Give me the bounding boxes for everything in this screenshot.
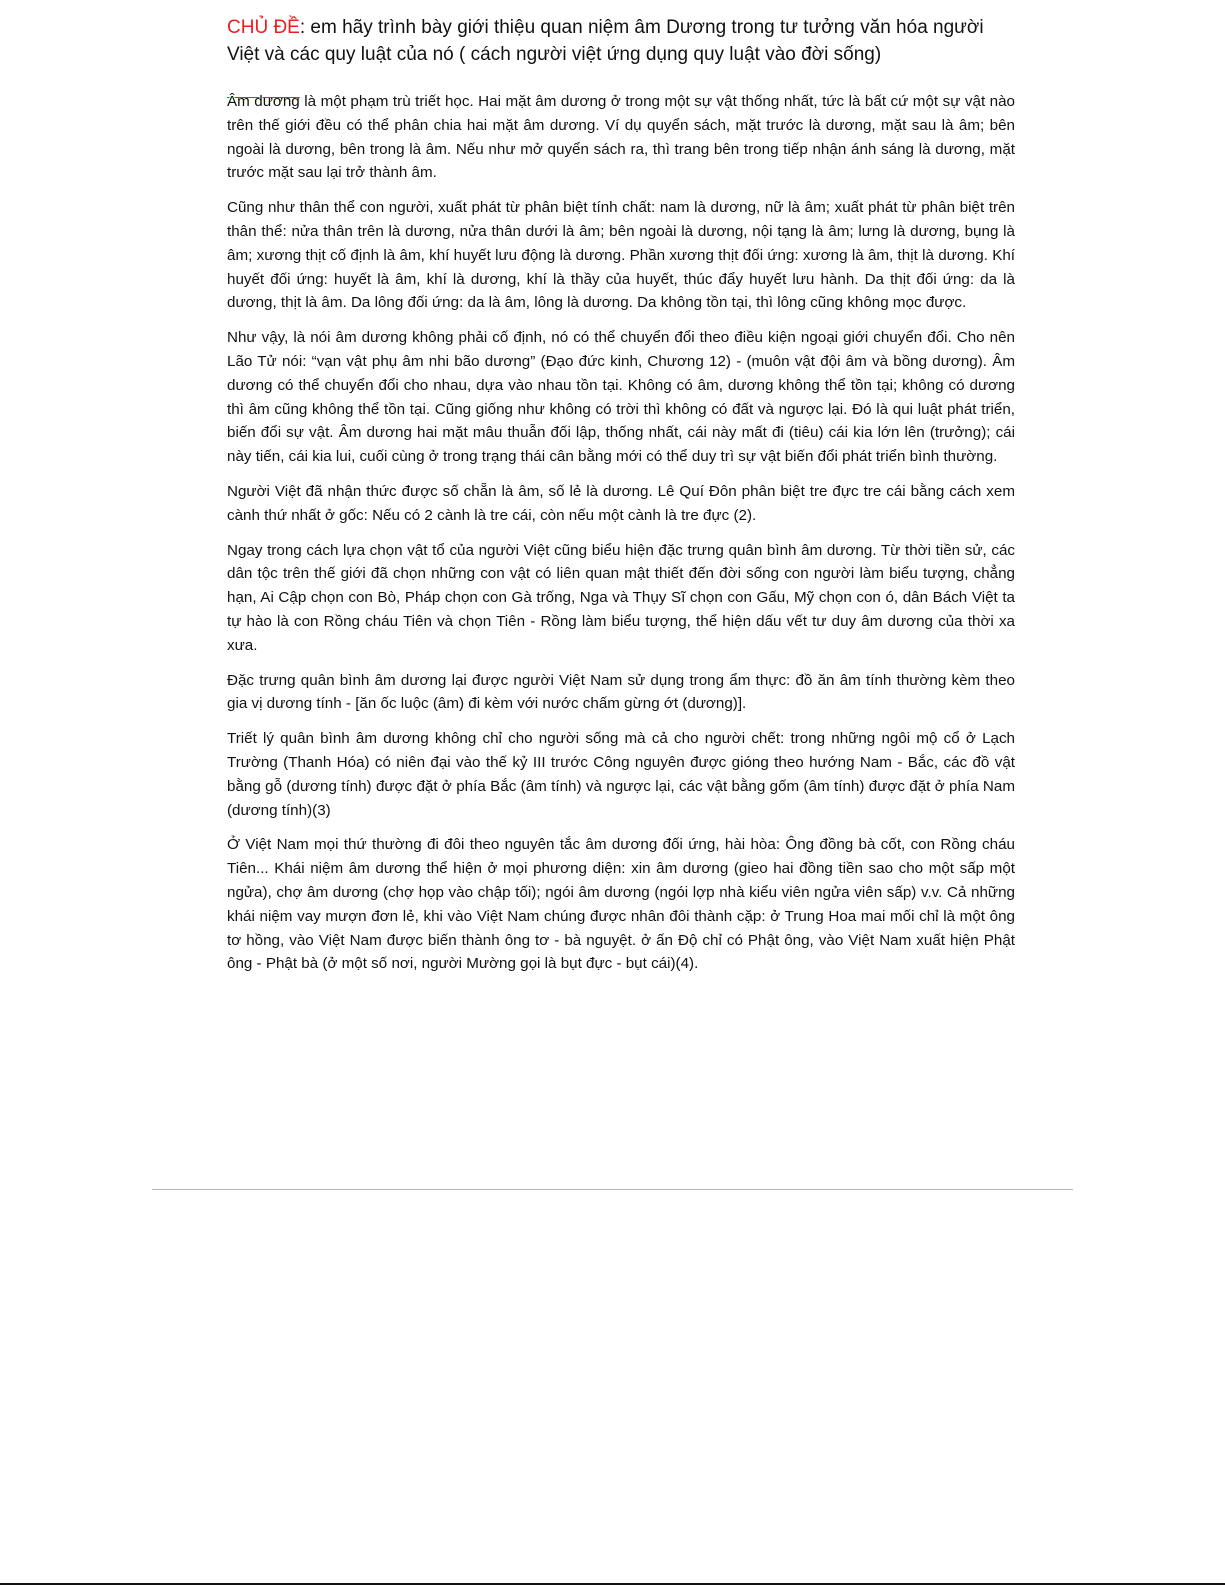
paragraph-8: Ở Việt Nam mọi thứ thường đi đôi theo nguyên tắc âm dương đối ứng, hài hòa: Ông đồng bà cốt, con Rồng cháu Tiên... Khái niệm âm dương thể hiện ở mọi phương diện: xin âm dương (gieo hai đồng tiền sao cho một sấp một ngửa), chợ âm dương (chợ họp vào chập tối); ngói âm dương (ngói lợp nhà kiểu viên ngửa viên sấp) v.v. Cả những khái niệm vay mượn đơn lẻ, khi vào Việt Nam chúng được nhân đôi thành cặp: ở Trung Hoa mai mối chỉ là một ông tơ hồng, vào Việt Nam được biến thành ông tơ - bà nguyệt. ở ấn Độ chỉ có Phật ông, vào Việt Nam xuất hiện Phật ông - Phật bà (ở một số nơi, người Mường gọi là bụt đực - bụt cái)(4). [227,836,1015,973]
paragraph-6: Đặc trưng quân bình âm dương lại được người Việt Nam sử dụng trong ẩm thực: đồ ăn âm tính thường kèm theo gia vị dương tính - [ăn ốc luộc (âm) đi kèm với nước chấm gừng ớt (dương)]. [227,671,1015,713]
paragraph-5: Ngay trong cách lựa chọn vật tổ của người Việt cũng biểu hiện đặc trưng quân bình âm dương. Từ thời tiền sử, các dân tộc trên thế giới đã chọn những con vật có liên quan mật thiết đến đời sống con người làm biểu tượng, chẳng hạn, Ai Cập chọn con Bò, Pháp chọn con Gà trống, Nga và Thụy Sĩ chọn con Gấu, Mỹ chọn con ó, dân Bách Việt ta tự hào là con Rồng cháu Tiên và chọn Tiên - Rồng làm biểu tượng, thể hiện dấu vết tư duy âm dương của thời xa xưa. [227,541,1015,654]
paragraph-2: Cũng như thân thể con người, xuất phát từ phân biệt tính chất: nam là dương, nữ là âm; xuất phát từ phân biệt trên thân thể: nửa thân trên là dương, nửa thân dưới là âm; bên ngoài là dương, nội tạng là âm; lưng là dương, bụng là âm; xương thịt cố định là âm, khí huyết lưu động là dương. Phần xương thịt đối ứng: xương là âm, thịt là dương. Khí huyết đối ứng: huyết là âm, khí là dương, khí là thầy của huyết, thúc đẩy huyết lưu hành. Da thịt đối ứng: da là dương, thịt là âm. Da lông đối ứng: da là âm, lông là dương. Da không tồn tại, thì lông cũng không mọc được. [227,199,1015,312]
paragraph-1-rest: là một phạm trù triết học. Hai mặt âm dương ở trong một sự vật thống nhất, tức là bất cứ một sự vật nào trên thế giới đều có thể phân chia hai mặt âm dương. Ví dụ quyển sách, mặt trước là dương, mặt sau là âm; bên ngoài là dương, bên trong là âm. Nếu như mở quyển sách ra, thì trang bên trong tiếp nhận ánh sáng là dương, mặt trước mặt sau lại trở thành âm. [227,93,1016,182]
page-divider [152,1189,1073,1190]
paragraph-7: Triết lý quân bình âm dương không chỉ cho người sống mà cả cho người chết: trong những ngôi mộ cổ ở Lạch Trường (Thanh Hóa) có niên đại vào thế kỷ III trước Công nguyên được gióng theo hướng Nam - Bắc, các đồ vật bằng gỗ (dương tính) được đặt ở phía Bắc (âm tính) và ngược lại, các vật bằng gốm (âm tính) được đặt ở phía Nam (dương tính)(3) [227,730,1015,819]
paragraph-4: Người Việt đã nhận thức được số chẵn là âm, số lẻ là dương. Lê Quí Đôn phân biệt tre đực tre cái bằng cách xem cành thứ nhất ở gốc: Nếu có 2 cành là tre cái, còn nếu một cành là tre đực (2). [227,482,1015,524]
document-body [227,14,1015,987]
paragraph-3: Như vậy, là nói âm dương không phải cố định, nó có thể chuyển đổi theo điều kiện ngoại giới chuyển đổi. Cho nên Lão Tử nói: “vạn vật phụ âm nhi bão dương” (Đạo đức kinh, Chương 12) - (muôn vật đội âm và bồng dương). Âm dương có thể chuyển đổi cho nhau, dựa vào nhau tồn tại. Không có âm, dương không thể tồn tại; không có dương thì âm cũng không thể tồn tại. Cũng giống như không có trời thì không có đất và ngược lại. Đó là qui luật phát triển, biến đổi sự vật. Âm dương hai mặt mâu thuẫn đối lập, thống nhất, cái này mất đi (tiêu) cái kia lớn lên (trưởng); cái này tiến, cái kia lui, cuối cùng ở trong trạng thái cân bằng mới có thể duy trì sự vật biến đổi phát triển bình thường. [227,329,1015,466]
paragraph-1-lead: Âm dương [227,93,300,110]
title-text: : em hãy trình bày giới thiệu quan niệm âm Dương trong tư tưởng văn hóa người Việt và các quy luật của nó ( cách người việt ứng dụng quy luật vào đời sống) [227,17,984,65]
document-title [227,14,1015,68]
title-label: CHỦ ĐỀ [227,17,300,38]
paragraph-1 [227,90,1015,185]
